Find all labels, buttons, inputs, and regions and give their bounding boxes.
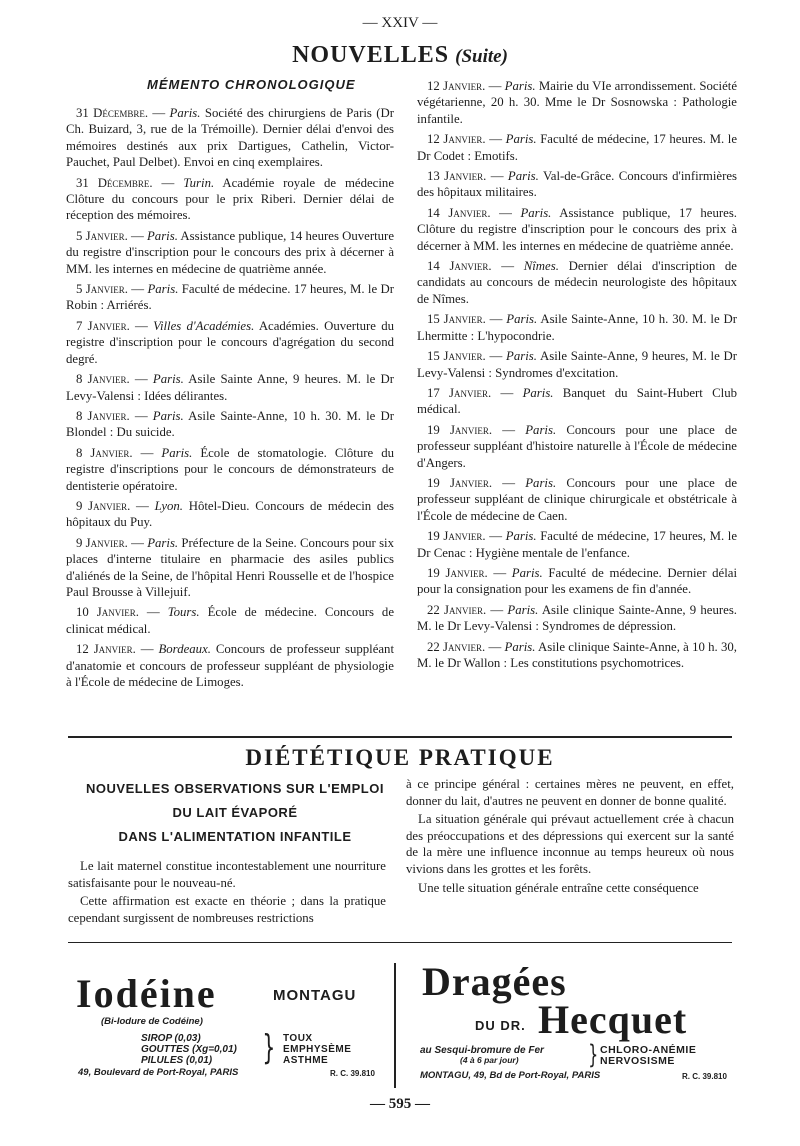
memento-entry: 12 Janvier. — Paris. Mairie du VIe arrondissement. Société végétarienne, 20 h. 30. Mme le Dr Sosnowska : Pathologie infantile. bbox=[417, 79, 737, 126]
memento-entry: 31 Décembre. — Turin. Académie royale de médecine Clôture du concours pour le prix Riberi. Dernier délai de réception des mémoires. bbox=[66, 175, 394, 223]
article-paragraph: Le lait maternel constitue incontestablement une nourriture satisfaisante pour le nouveau-né. bbox=[68, 859, 386, 890]
entry-date: 9 Janvier. bbox=[76, 498, 131, 513]
iodeine-rc: R. C. 39.810 bbox=[330, 1069, 375, 1078]
memento-entry: 12 Janvier. — Bordeaux. Concours de professeur suppléant d'anatomie et concours de professeur suppléant de physiologie à l'École de médecine de Limoges. bbox=[66, 642, 395, 689]
iodeine-forms bbox=[141, 1033, 237, 1066]
advertisement-dragees bbox=[410, 958, 740, 1088]
entry-date: 15 Janvier. bbox=[427, 349, 486, 364]
entry-date: 5 Janvier. bbox=[76, 228, 128, 243]
entry-city: Paris. bbox=[147, 535, 179, 550]
entry-date: 14 Janvier. bbox=[427, 205, 491, 220]
entry-date: 8 Janvier. bbox=[76, 408, 130, 423]
article-subhead: NOUVELLES OBSERVATIONS SUR L'EMPLOI bbox=[86, 781, 384, 796]
article-subheads bbox=[68, 777, 402, 849]
entry-date: 8 Janvier. bbox=[76, 372, 130, 387]
brace-icon: } bbox=[262, 1028, 276, 1068]
entry-date: 9 Janvier. bbox=[76, 535, 128, 550]
entry-text: Assistance publique, 14 heures Ouverture du registre d'inscription pour le concours des prix à décerner à MM. les internes en médecine de quatrième année. bbox=[66, 228, 395, 276]
entry-city: Nîmes. bbox=[523, 259, 559, 274]
memento-entry: 19 Janvier. — Paris. Faculté de médecine, 17 heures, M. le Dr Cenac : Hygiène mentale de l'enfance. bbox=[417, 529, 738, 560]
iodeine-form: GOUTTES (Xg=0,01) bbox=[141, 1044, 237, 1055]
entry-text: Mairie du VIe arrondissement. Société végétarienne, 20 h. 30. Mme le Dr Sosnowska : Pathologie infantile. bbox=[417, 79, 737, 126]
entry-city: Paris. bbox=[504, 79, 536, 93]
dietetique-title: DIÉTÉTIQUE PRATIQUE bbox=[245, 745, 555, 770]
entry-date: 19 Janvier. bbox=[427, 422, 493, 437]
memento-entry: 13 Janvier. — Paris. Val-de-Grâce. Concours d'infirmières des hôpitaux militaires. bbox=[417, 169, 738, 200]
entry-text: Asile Sainte-Anne, 10 h. 30. M. le Dr Blondel : Du suicide. bbox=[66, 408, 395, 440]
entry-text: École de médecine. Concours de clinicat médical. bbox=[66, 605, 394, 636]
iodeine-indication: ASTHME bbox=[283, 1055, 329, 1066]
iodeine-address: 49, Boulevard de Port-Royal, PARIS bbox=[78, 1067, 239, 1078]
ads-divider bbox=[68, 942, 732, 943]
memento-entry: 5 Janvier. — Paris. Faculté de médecine. 17 heures, M. le Dr Robin : Arriérés. bbox=[66, 282, 394, 313]
entry-city: Paris. bbox=[147, 282, 179, 297]
memento-column-left bbox=[66, 105, 394, 694]
entry-date: 22 Janvier. bbox=[427, 639, 486, 654]
entry-date: 8 Janvier. bbox=[76, 445, 133, 460]
entry-date: 12 Janvier. bbox=[76, 642, 136, 657]
section-divider bbox=[68, 736, 732, 738]
memento-entry: 14 Janvier. — Nîmes. Dernier délai d'inscription de candidats au concours de médecin neurologiste des hôpitaux de Nîmes. bbox=[417, 259, 737, 306]
entry-text: Assistance publique, 17 heures. Clôture du registre d'inscription pour le concours des prix à décerner à MM. les internes en médecine de quatrième année. bbox=[417, 205, 737, 253]
dragees-du-dr: DU DR. bbox=[475, 1018, 526, 1033]
entry-city: Tours. bbox=[167, 605, 200, 620]
memento-column-right bbox=[417, 78, 737, 675]
section-title-suffix: (Suite) bbox=[455, 46, 508, 67]
entry-city: Paris. bbox=[506, 349, 537, 364]
memento-entry: 12 Janvier. — Paris. Faculté de médecine, 17 heures. M. le Dr Codet : Emotifs. bbox=[417, 132, 738, 163]
entry-city: Villes d'Académies. bbox=[153, 318, 255, 333]
iodeine-indication: EMPHYSÈME bbox=[283, 1044, 352, 1055]
memento-entry: 15 Janvier. — Paris. Asile Sainte-Anne, 10 h. 30. M. le Dr Lhermitte : L'hypocondrie. bbox=[417, 312, 738, 343]
page-number-roman: — XXIV — bbox=[362, 15, 438, 31]
dragees-dose: (4 à 6 par jour) bbox=[460, 1055, 519, 1065]
entry-date: 31 Décembre. bbox=[76, 175, 153, 190]
entry-city: Paris. bbox=[507, 169, 539, 184]
entry-text: Asile clinique Sainte-Anne, 9 heures. M. le Dr Levy-Valensi : Syndromes de dépression. bbox=[417, 602, 737, 634]
section-title bbox=[0, 42, 800, 69]
iodeine-brand: Iodéine bbox=[76, 971, 217, 1016]
entry-city: Bordeaux. bbox=[158, 642, 211, 657]
memento-entry: 8 Janvier. — Paris. Asile Sainte-Anne, 10 h. 30. M. le Dr Blondel : Du suicide. bbox=[66, 408, 395, 440]
entry-date: 10 Janvier. bbox=[76, 605, 139, 620]
dragees-indication: NERVOSISME bbox=[600, 1055, 675, 1067]
entry-date: 31 Décembre. bbox=[76, 106, 149, 120]
entry-text: Val-de-Grâce. Concours d'infirmières des hôpitaux militaires. bbox=[417, 169, 738, 200]
entry-date: 15 Janvier. bbox=[427, 312, 486, 327]
memento-entry: 7 Janvier. — Villes d'Académies. Académies. Ouverture du registre d'inscription pour le concours d'agrégation du second degré. bbox=[66, 318, 394, 366]
entry-city: Paris. bbox=[505, 529, 537, 544]
entry-date: 19 Janvier. bbox=[427, 529, 486, 544]
entry-date: 22 Janvier. bbox=[427, 602, 487, 617]
entry-city: Turin. bbox=[183, 175, 215, 190]
entry-city: Paris. bbox=[504, 639, 536, 654]
iodeine-form: PILULES (0,01) bbox=[141, 1055, 213, 1066]
entry-date: 12 Janvier. bbox=[427, 132, 486, 147]
entry-text: Concours de professeur suppléant d'anatomie et concours de professeur suppléant de physiologie à l'École de médecine de Limoges. bbox=[66, 642, 395, 689]
entry-date: 5 Janvier. bbox=[76, 282, 128, 297]
advertisement-iodeine bbox=[68, 965, 378, 1085]
entry-text: Préfecture de la Seine. Concours pour six places d'interne titulaire en pharmacie des asiles publics d'aliénés de la Seine, de l'hôpital Henri Rousselle et de l'hospice Paul Brousse à Villejuif. bbox=[66, 535, 395, 599]
ads-vertical-divider bbox=[394, 963, 396, 1088]
entry-city: Lyon. bbox=[154, 498, 183, 513]
entry-date: 14 Janvier. bbox=[427, 259, 492, 274]
memento-entry: 9 Janvier. — Lyon. Hôtel-Dieu. Concours de médecin des hôpitaux du Puy. bbox=[66, 498, 394, 530]
entry-text: Concours pour une place de professeur suppléant de clinique chirurgicale et obstétricale à l'École de médecine de Caen. bbox=[417, 475, 737, 523]
entry-date: 12 Janvier. bbox=[427, 79, 486, 93]
article-paragraph: à ce principe général : certaines mères ne peuvent, en effet, donner du lait, d'autres ne peuvent en donner de bonne qualité. bbox=[406, 777, 734, 808]
memento-entry: 5 Janvier. — Paris. Assistance publique, 14 heures Ouverture du registre d'inscription pour le concours des prix à décerner à MM. les internes en médecine de quatrième année. bbox=[66, 228, 395, 276]
entry-text: Faculté de médecine, 17 heures, M. le Dr Cenac : Hygiène mentale de l'enfance. bbox=[417, 529, 738, 560]
dragees-name: Hecquet bbox=[538, 997, 688, 1042]
entry-text: Société des chirurgiens de Paris (Dr Ch. Buizard, 3, rue de la Trémoille). Dernier délai d'envoi des mémoires destinés aux prix Dartigues, Cathelin, Victor-Pauchet, Paul Delbet). Envoi en cinq exemplaires. bbox=[66, 106, 394, 170]
dragees-indication: CHLORO-ANÉMIE bbox=[600, 1044, 697, 1056]
iodeine-maker: MONTAGU bbox=[273, 987, 357, 1004]
entry-text: Dernier délai d'inscription de candidats au concours de médecin neurologiste des hôpitaux de Nîmes. bbox=[417, 259, 737, 306]
entry-city: Paris. bbox=[505, 132, 537, 147]
entry-text: Faculté de médecine. Dernier délai pour la consignation pour les examens de fin d'année. bbox=[417, 565, 738, 597]
entry-city: Paris. bbox=[152, 408, 184, 423]
dragees-brand: Dragées bbox=[422, 959, 567, 1004]
dragees-rc: R. C. 39.810 bbox=[682, 1072, 727, 1081]
memento-entry: 8 Janvier. — Paris. École de stomatologie. Clôture du registre d'inscriptions pour le concours de démonstrateurs de dentisterie opératoire. bbox=[66, 445, 394, 493]
memento-entry: 19 Janvier. — Paris. Concours pour une place de professeur suppléant de clinique chirurgicale et obstétricale à l'École de médecine de Caen. bbox=[417, 475, 737, 523]
article-paragraph: La situation générale qui prévaut actuellement crée à chacun des préoccupations et des dépressions qui exercent sur la santé de la mère une influence inconnue au temps heureux où nous vivions dans les grottes et les forêts. bbox=[406, 812, 734, 876]
iodeine-indications bbox=[283, 1033, 351, 1066]
entry-text: Banquet du Saint-Hubert Club médical. bbox=[417, 385, 738, 417]
article-subhead: DANS L'ALIMENTATION INFANTILE bbox=[118, 829, 352, 844]
memento-entry: 22 Janvier. — Paris. Asile clinique Sainte-Anne, à 10 h. 30, M. le Dr Wallon : Les constitutions psychomotrices. bbox=[417, 639, 738, 670]
article-column-left bbox=[68, 858, 386, 928]
entry-city: Paris. bbox=[169, 106, 201, 120]
entry-city: Paris. bbox=[152, 372, 184, 387]
page-number: — 595 — bbox=[370, 1096, 430, 1112]
entry-city: Paris. bbox=[507, 602, 539, 617]
dragees-indications bbox=[600, 1045, 696, 1067]
memento-title: MÉMENTO CHRONOLOGIQUE bbox=[147, 77, 356, 92]
entry-city: Paris. bbox=[161, 445, 193, 460]
article-paragraph: Une telle situation générale entraîne cette conséquence bbox=[418, 880, 699, 895]
entry-city: Paris. bbox=[522, 385, 554, 400]
entry-city: Paris. bbox=[520, 205, 552, 220]
memento-entry: 31 Décembre. — Paris. Société des chirurgiens de Paris (Dr Ch. Buizard, 3, rue de la Trémoille). Dernier délai d'envoi des mémoires destinés aux prix Dartigues, Cathelin, Victor-Pauchet, Paul Delbet). Envoi en cinq exemplaires. bbox=[66, 106, 394, 170]
entry-city: Paris. bbox=[506, 312, 538, 327]
article-subhead: DU LAIT ÉVAPORÉ bbox=[172, 805, 298, 820]
entry-city: Paris. bbox=[511, 565, 543, 580]
dragees-address: MONTAGU, 49, Bd de Port-Royal, PARIS bbox=[420, 1070, 601, 1081]
entry-date: 17 Janvier. bbox=[427, 385, 492, 400]
entry-text: Asile Sainte-Anne, 9 heures, M. le Dr Levy-Valensi : Syndromes d'excitation. bbox=[417, 349, 737, 380]
entry-text: Asile Sainte-Anne, 10 h. 30. M. le Dr Lhermitte : L'hypocondrie. bbox=[417, 312, 738, 343]
article-column-right bbox=[406, 776, 734, 898]
memento-entry: 14 Janvier. — Paris. Assistance publique, 17 heures. Clôture du registre d'inscription pour le concours des prix à décerner à MM. les internes en médecine de quatrième année. bbox=[417, 205, 737, 253]
memento-entry: 10 Janvier. — Tours. École de médecine. Concours de clinicat médical. bbox=[66, 605, 394, 636]
entry-text: Asile clinique Sainte-Anne, à 10 h. 30, M. le Dr Wallon : Les constitutions psychomotrices. bbox=[417, 639, 738, 670]
entry-text: Académie royale de médecine Clôture du concours pour le prix Riberi. Dernier délai de réception des mémoires. bbox=[66, 175, 394, 223]
entry-date: 13 Janvier. bbox=[427, 169, 487, 184]
entry-text: Faculté de médecine, 17 heures. M. le Dr Codet : Emotifs. bbox=[417, 132, 738, 163]
article-paragraph: Cette affirmation est exacte en théorie ; dans la pratique cependant surgissent de nombreuses restrictions bbox=[68, 894, 386, 925]
memento-entry: 19 Janvier. — Paris. Concours pour une place de professeur suppléant d'histoire naturelle à l'École de médecine d'Angers. bbox=[417, 422, 737, 470]
memento-entry: 19 Janvier. — Paris. Faculté de médecine. Dernier délai pour la consignation pour les examens de fin d'année. bbox=[417, 565, 738, 597]
entry-date: 19 Janvier. bbox=[427, 475, 493, 490]
iodeine-subtitle: (Bi-Iodure de Codéine) bbox=[101, 1016, 203, 1027]
entry-city: Paris. bbox=[525, 475, 557, 490]
entry-text: École de stomatologie. Clôture du registre d'inscriptions pour le concours de démonstrateurs de dentisterie opératoire. bbox=[66, 445, 394, 493]
entry-city: Paris. bbox=[525, 422, 557, 437]
entry-date: 19 Janvier. bbox=[427, 565, 488, 580]
entry-city: Paris. bbox=[146, 228, 178, 243]
iodeine-indication: TOUX bbox=[283, 1033, 313, 1044]
brace-icon: } bbox=[588, 1040, 599, 1070]
entry-text: Asile Sainte Anne, 9 heures. M. le Dr Levy-Valensi : Idées délirantes. bbox=[66, 372, 394, 403]
memento-entry: 8 Janvier. — Paris. Asile Sainte Anne, 9 heures. M. le Dr Levy-Valensi : Idées délirantes. bbox=[66, 372, 394, 403]
entry-text: Concours pour une place de professeur suppléant d'histoire naturelle à l'École de médecine d'Angers. bbox=[417, 422, 737, 470]
memento-entry: 17 Janvier. — Paris. Banquet du Saint-Hubert Club médical. bbox=[417, 385, 738, 417]
entry-text: Académies. Ouverture du registre d'inscription pour le concours d'agrégation du second degré. bbox=[66, 318, 394, 366]
section-title-main: NOUVELLES bbox=[292, 42, 450, 68]
memento-entry: 22 Janvier. — Paris. Asile clinique Sainte-Anne, 9 heures. M. le Dr Levy-Valensi : Syndromes de dépression. bbox=[417, 602, 737, 634]
memento-entry: 15 Janvier. — Paris. Asile Sainte-Anne, 9 heures, M. le Dr Levy-Valensi : Syndromes d'excitation. bbox=[417, 349, 737, 380]
entry-text: Faculté de médecine. 17 heures, M. le Dr Robin : Arriérés. bbox=[66, 282, 394, 313]
iodeine-form: SIROP (0,03) bbox=[141, 1033, 201, 1044]
entry-date: 7 Janvier. bbox=[76, 318, 130, 333]
memento-entry: 9 Janvier. — Paris. Préfecture de la Seine. Concours pour six places d'interne titulaire en pharmacie des asiles publics d'aliénés de la Seine, de l'hôpital Henri Rousselle et de l'hospice Paul Brousse à Villejuif. bbox=[66, 535, 395, 599]
dragees-composition: au Sesqui-bromure de Fer bbox=[420, 1045, 544, 1056]
entry-text: Hôtel-Dieu. Concours de médecin des hôpitaux du Puy. bbox=[66, 498, 394, 530]
